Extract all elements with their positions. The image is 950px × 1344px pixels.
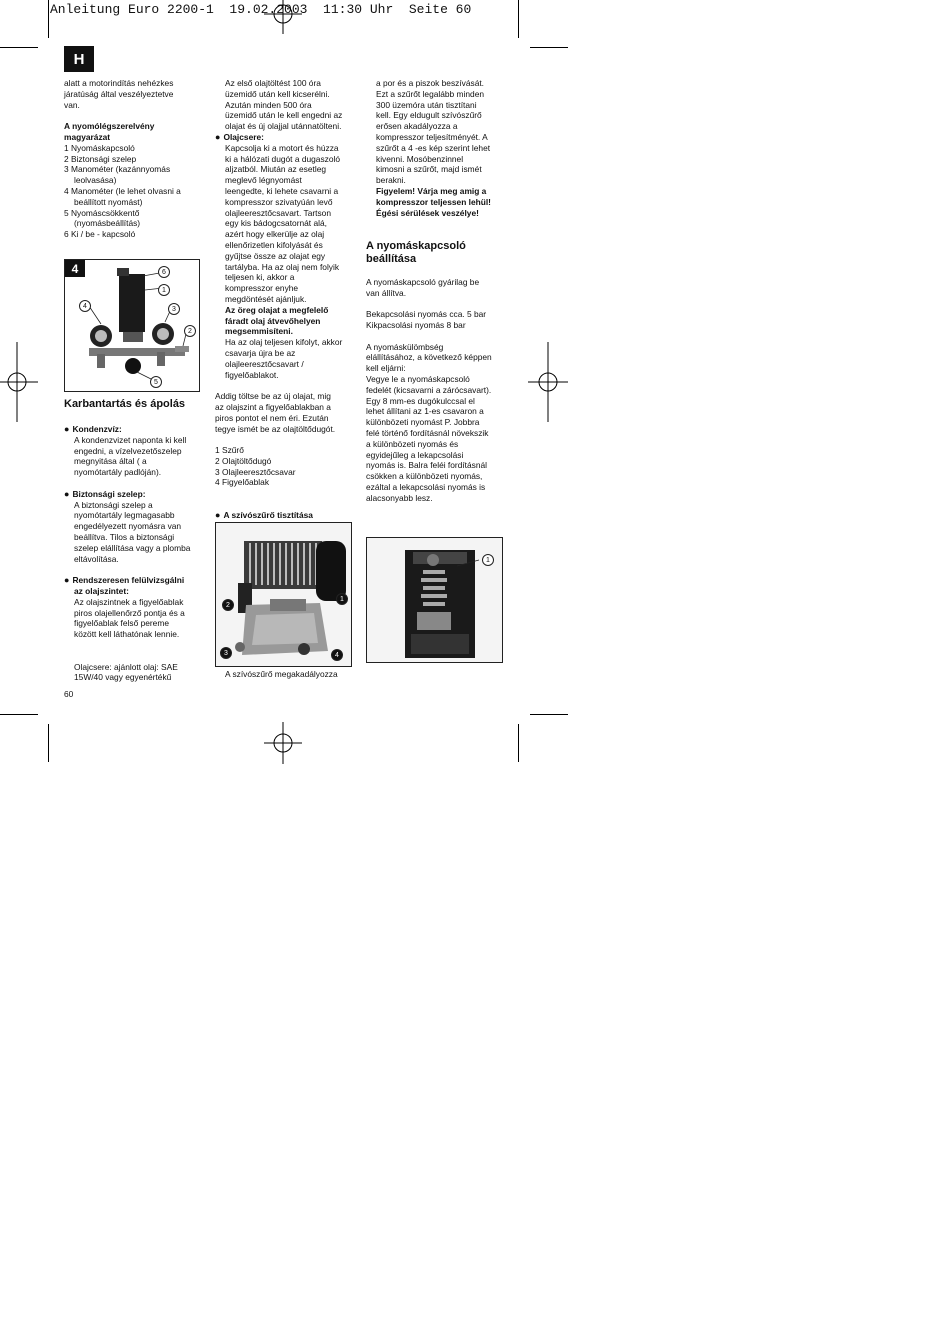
page-number: 60	[64, 689, 74, 699]
body-line: alacsonyabb lesz.	[366, 492, 433, 503]
running-head: Anleitung Euro 2200-1 19.02.2003 11:30 Uhr Seite 60	[50, 2, 472, 17]
body-line: kimosni a szűrőt, majd ismét	[376, 164, 482, 175]
legend-item: 1 Nyomáskapcsoló	[64, 142, 135, 153]
body-line: egyidejűleg a lekapcsolási	[366, 449, 464, 460]
body-line: tartályba. Ha az olaj nem folyik	[225, 261, 340, 272]
column-3	[366, 78, 506, 503]
subheading: ● Kondenzvíz:	[64, 424, 206, 435]
body-line: Az első olajtöltést 100 óra	[225, 78, 321, 88]
column-1-maintenance	[64, 398, 206, 683]
callout-marker: 3	[168, 303, 180, 315]
body-line: teljesen ki, akkor a	[225, 272, 295, 283]
callout-marker: 1	[336, 593, 348, 605]
body-line: lehet állítani az 1-es csavaron a	[366, 406, 484, 417]
section-heading: A nyomáskapcsoló	[366, 239, 466, 252]
body-line: A nyomáskülömbség	[366, 341, 444, 352]
body-line: között kell láthatónak lennie.	[74, 629, 180, 640]
warning-line: Figyelem! Várja meg amig a	[376, 185, 487, 196]
intro-line: van.	[64, 99, 80, 110]
warning-line: megsemmisíteni.	[225, 326, 293, 337]
body-line: beállítva. Tilos a biztonsági	[74, 531, 175, 542]
body-line: erősen akadályozza a	[376, 121, 458, 132]
body-line: Addig töltse be az új olajat, mig	[215, 391, 331, 402]
subheading: ● A szívószűrő tisztítása	[215, 510, 357, 521]
legend-item: 5 Nyomáscsökkentő	[64, 207, 140, 218]
body-line: ezáltal a lekapcsolási nyomás is	[366, 481, 486, 492]
body-line: olajleeresztőcsavart /	[225, 358, 304, 369]
column-2	[215, 78, 357, 521]
body-line: 300 üzemóra után tisztítani	[376, 99, 477, 110]
callout-marker: 2	[222, 599, 234, 611]
body-line: Kikpacsolási nyomás 8 bar	[366, 319, 466, 330]
body-line: Ezt a szűrőt legalább minden	[376, 88, 485, 99]
body-line: üzemidő után kell kicserélni.	[225, 88, 330, 99]
body-line: Azután minden 500 óra	[225, 99, 312, 110]
body-line: 15W/40 vagy egyenértékű	[74, 672, 172, 683]
figure-number: 4	[65, 260, 85, 277]
body-line: megnyitása által ( a	[74, 456, 147, 467]
language-tab: H	[64, 46, 94, 72]
callout-marker: 6	[158, 266, 170, 278]
body-line: olajat és új olajjal utánnatölteni.	[225, 121, 342, 132]
body-line: tegye ismét be az olajtöltődugót.	[215, 423, 336, 434]
body-line: eltávolítása.	[74, 553, 119, 564]
callout-marker: 3	[220, 647, 232, 659]
body-line: aljzatból. Miután az esetleg	[225, 164, 327, 175]
caption: A szívószűrő megakadályozza	[225, 669, 338, 679]
figure-4	[64, 259, 200, 392]
body-line: szűrőt a 4 -es kép szerint lehet	[376, 142, 491, 153]
body-line: Bekapcsolási nyomás cca. 5 bar	[366, 309, 487, 320]
body-line: ellenőrizetlen kifolyását és	[225, 239, 323, 250]
legend-item: 6 Ki / be - kapcsoló	[64, 229, 136, 240]
legend-item: beállított nyomást)	[74, 196, 143, 207]
callout-marker: 4	[79, 300, 91, 312]
body-line: csökken a különbözeti nyomás,	[366, 471, 483, 482]
subheading: ● Rendszeresen felülvizsgálni	[64, 575, 206, 586]
body-line: kompresszor szivatyúán levő	[225, 196, 333, 207]
body-line: Az olajszintnek a figyelőablak	[74, 596, 184, 607]
figure-6	[366, 537, 503, 663]
body-line: figyelőablak felső pereme	[74, 618, 169, 629]
warning-line: fáradt olaj átvevőhelyen	[225, 315, 321, 326]
body-line: Ha az olaj teljesen kifolyt, akkor	[225, 337, 343, 348]
body-line: engedélyezett nyomásra van	[74, 521, 182, 532]
body-line: Vegye le a nyomáskapcsoló	[366, 373, 470, 384]
body-line: ki a hálózati dugót a dugaszoló	[225, 153, 341, 164]
legend-item: leolvasása)	[74, 175, 117, 186]
body-line: kell. Egy eldugult szívószűrő	[376, 110, 482, 121]
intro-line: járatúság által veszélyeztetve	[64, 88, 174, 99]
intro-line: alatt a motorindítás nehézkes	[64, 78, 174, 88]
body-line: gyűjtse össze az olajat egy	[225, 250, 326, 261]
body-line: A kondenzvizet naponta ki kell	[74, 434, 187, 445]
body-line: nyomótartály padlóján).	[74, 467, 162, 478]
callout-marker: 4	[331, 649, 343, 661]
body-line: a por és a piszok beszívását.	[376, 78, 484, 88]
body-line: van állítva.	[366, 287, 407, 298]
compressor-pump-photo	[216, 523, 351, 666]
section-heading: beállítása	[366, 252, 417, 265]
legend-item: 4 Manométer (le lehet olvasni a	[64, 185, 181, 196]
body-line: szelep elállítása vagy a plomba	[74, 542, 191, 553]
body-line: kell eljárni:	[366, 363, 406, 374]
body-line: nyomótartály legmagasabb	[74, 510, 175, 521]
callout-marker: 1	[158, 284, 170, 296]
legend-item: 3 Olajleeresztőcsavar	[215, 466, 296, 477]
body-line: Olajcsere: ajánlott olaj: SAE	[74, 661, 178, 672]
legend-item: 3 Manométer (kazánnyomás	[64, 164, 171, 175]
body-line: Kapcsolja ki a motort és húzza	[225, 142, 339, 153]
body-line: csavarja újra be az	[225, 347, 296, 358]
section-heading: Karbantartás és ápolás	[64, 398, 186, 410]
legend-title: A nyomólégszerelvény	[64, 121, 155, 132]
body-line: kompresszor teljesítményét. A	[376, 131, 488, 142]
legend-title: magyarázat	[64, 131, 111, 142]
warning-line: Az öreg olajat a megfelelő	[225, 304, 329, 315]
body-line: A nyomáskapcsoló gyárilag be	[366, 276, 480, 287]
callout-marker: 5	[150, 376, 162, 388]
body-line: engedni, a vízelvezetőszelep	[74, 445, 182, 456]
body-line: figyelőablakot.	[225, 369, 279, 380]
body-line: azért hogy elkerülje az olaj	[225, 229, 325, 240]
subheading: az olajszintet:	[74, 585, 129, 596]
body-line: nyomás is. Balra feléi fordításnál	[366, 460, 488, 471]
body-line: felé történő fordításnál növekszik	[366, 427, 489, 438]
body-line: üzemidő után le kell engedni az	[225, 110, 343, 121]
body-line: egy kis bádogcsatornát alá,	[225, 218, 327, 229]
body-line: piros pontot el nem éri. Ezután	[215, 412, 329, 423]
figure-5-caption	[225, 669, 365, 680]
warning-line: kompresszor teljessen lehül!	[376, 196, 491, 207]
body-line: olajleeresztőcsavart. Tartson	[225, 207, 331, 218]
body-line: piros olajellenőrző pontja és a	[74, 607, 185, 618]
legend-item: 4 Figyelőablak	[215, 477, 270, 488]
body-line: Egy 8 mm-es dugókulccsal el	[366, 395, 475, 406]
callout-marker: 2	[184, 325, 196, 337]
warning-line: Égési sérülések veszélye!	[376, 207, 479, 218]
body-line: leengedte, ki lehete csavarni a	[225, 185, 339, 196]
body-line: kompresszor enyhe	[225, 283, 299, 294]
body-line: a különbözeti nyomás és	[366, 438, 459, 449]
body-line: meglevő légnyomást	[225, 175, 302, 186]
body-line: megdöntését ajánljuk.	[225, 293, 307, 304]
body-line: elállításához, a következő képpen	[366, 352, 492, 363]
subheading: ● Biztonsági szelep:	[64, 489, 206, 500]
pressure-assembly-drawing	[65, 260, 199, 391]
body-line: berakni.	[376, 175, 406, 186]
body-line: A biztonsági szelep a	[74, 499, 153, 510]
body-line: az olajszint a figyelőablakban a	[215, 401, 331, 412]
legend-item: (nyomásbeállítás)	[74, 218, 141, 229]
body-line: kivenni. Mosóbenzinnel	[376, 153, 464, 164]
callout-marker: 1	[482, 554, 494, 566]
column-1	[64, 78, 206, 240]
body-line: fedelét (kicsavarni a zárócsavart).	[366, 384, 492, 395]
subheading: ● Olajcsere:	[215, 132, 357, 143]
figure-5	[215, 522, 352, 667]
legend-item: 1 Szűrő	[215, 445, 244, 456]
legend-item: 2 Biztonsági szelep	[64, 153, 137, 164]
legend-item: 2 Olajtöltődugó	[215, 455, 272, 466]
body-line: különbözeti nyomást P. Jobbra	[366, 417, 480, 428]
